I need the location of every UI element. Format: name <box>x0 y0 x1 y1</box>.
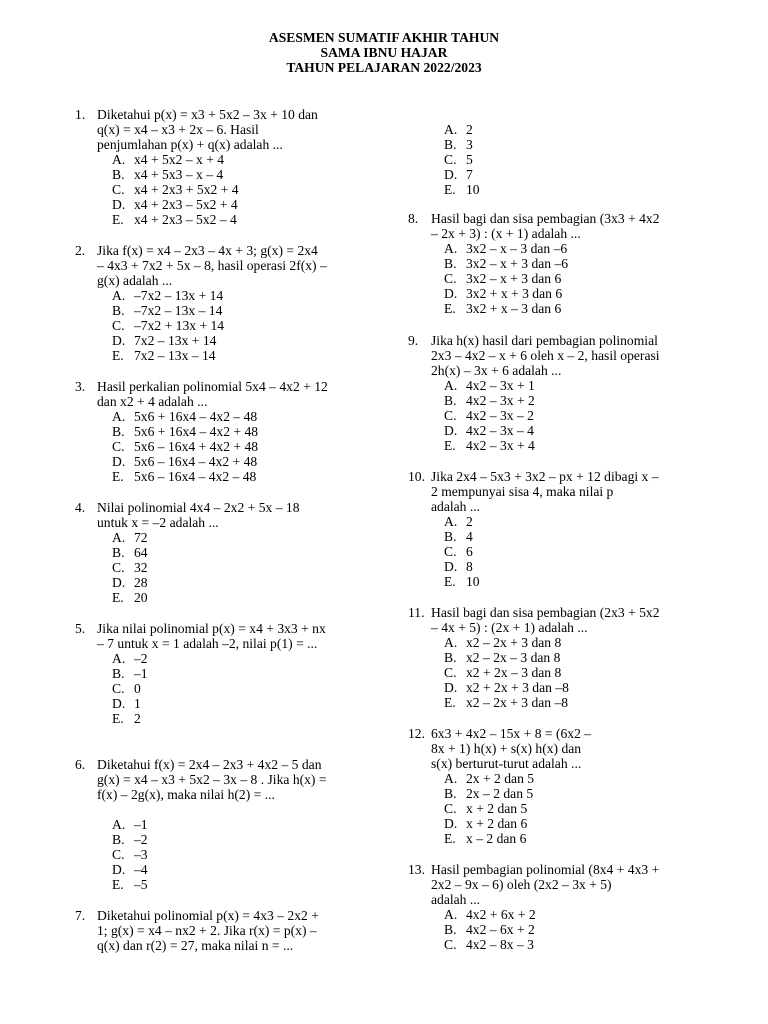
option-text: 7x2 – 13x + 14 <box>134 333 217 348</box>
answer-option <box>444 182 480 198</box>
answer-option <box>112 182 239 198</box>
option-letter: A. <box>444 241 458 256</box>
option-letter: B. <box>444 137 457 152</box>
answer-option <box>112 348 216 364</box>
question-text: – 7 untuk x = 1 adalah –2, nilai p(1) = ... <box>97 636 318 651</box>
option-letter: A. <box>112 288 126 303</box>
answer-option <box>444 937 534 953</box>
option-text: 5x6 – 16x4 – 4x2 – 48 <box>134 469 257 484</box>
answer-option <box>444 544 473 560</box>
option-letter: A. <box>112 530 126 545</box>
answer-option <box>112 212 237 228</box>
option-letter: D. <box>444 816 458 831</box>
question-text: – 4x3 + 7x2 + 5x – 8, hasil operasi 2f(x) – <box>97 258 327 273</box>
answer-option <box>112 817 148 833</box>
answer-option <box>444 514 473 530</box>
question-text: Hasil perkalian polinomial 5x4 – 4x2 + 12 <box>97 379 328 394</box>
option-text: 5 <box>466 152 473 167</box>
answer-option <box>444 680 569 696</box>
option-text: x + 2 dan 6 <box>466 816 528 831</box>
answer-option <box>112 696 141 712</box>
answer-option <box>444 801 527 817</box>
option-letter: D. <box>444 423 458 438</box>
option-text: 2 <box>134 711 141 726</box>
answer-option <box>112 651 148 667</box>
answer-option <box>112 469 256 485</box>
option-text: 2x – 2 dan 5 <box>466 786 534 801</box>
option-text: 7 <box>466 167 473 182</box>
question-text: Nilai polinomial 4x4 – 2x2 + 5x – 18 <box>97 500 300 515</box>
answer-option <box>444 816 527 832</box>
option-letter: D. <box>112 454 126 469</box>
option-letter: A. <box>444 122 458 137</box>
option-letter: C. <box>444 665 457 680</box>
option-text: x2 + 2x – 3 dan 8 <box>466 665 562 680</box>
option-letter: E. <box>112 711 124 726</box>
option-letter: E. <box>444 438 456 453</box>
option-letter: C. <box>444 801 457 816</box>
option-letter: B. <box>444 256 457 271</box>
answer-option <box>112 862 148 878</box>
question-text: 6x3 + 4x2 – 15x + 8 = (6x2 – <box>431 726 592 741</box>
question-text: q(x) = x4 – x3 + 2x – 6. Hasil <box>97 122 259 137</box>
question-text: penjumlahan p(x) + q(x) adalah ... <box>97 137 283 152</box>
answer-option <box>444 438 535 454</box>
answer-option <box>444 574 480 590</box>
option-text: 2 <box>466 514 473 529</box>
answer-option <box>444 393 535 409</box>
answer-option <box>112 288 223 304</box>
option-letter: B. <box>444 393 457 408</box>
question-number: 11. <box>408 605 425 620</box>
answer-option <box>444 559 473 575</box>
option-text: 8 <box>466 559 473 574</box>
answer-option <box>112 560 148 576</box>
question-number: 13. <box>408 862 425 877</box>
option-text: x + 2 dan 5 <box>466 801 528 816</box>
question-number: 3. <box>75 379 86 394</box>
question-text: g(x) = x4 – x3 + 5x2 – 3x – 8 . Jika h(x) = <box>97 772 327 787</box>
option-letter: A. <box>112 409 126 424</box>
question-number: 1. <box>75 107 86 122</box>
option-letter: A. <box>112 152 126 167</box>
option-text: 2 <box>466 122 473 137</box>
answer-option <box>112 575 148 591</box>
option-letter: B. <box>444 786 457 801</box>
option-letter: E. <box>112 348 124 363</box>
option-text: 5x6 – 16x4 – 4x2 + 48 <box>134 454 258 469</box>
option-text: 5x6 + 16x4 – 4x2 + 48 <box>134 424 259 439</box>
option-letter: A. <box>444 907 458 922</box>
answer-option <box>112 847 148 863</box>
option-letter: C. <box>112 681 125 696</box>
option-text: –3 <box>134 847 148 862</box>
question-text: f(x) – 2g(x), maka nilai h(2) = ... <box>97 787 275 802</box>
option-text: 4x2 + 6x + 2 <box>466 907 536 922</box>
question-text: 2 mempunyai sisa 4, maka nilai p <box>431 484 614 499</box>
answer-option <box>112 197 238 213</box>
answer-option <box>444 286 562 302</box>
answer-option <box>112 545 148 561</box>
question-text: Hasil bagi dan sisa pembagian (3x3 + 4x2 <box>431 211 660 226</box>
option-text: 5x6 + 16x4 – 4x2 – 48 <box>134 409 258 424</box>
answer-option <box>444 167 473 183</box>
option-text: 3 <box>466 137 473 152</box>
answer-option <box>112 439 258 455</box>
question-number: 10. <box>408 469 425 484</box>
answer-option <box>444 423 534 439</box>
option-letter: C. <box>112 560 125 575</box>
option-text: –4 <box>134 862 148 877</box>
option-text: x2 – 2x + 3 dan –8 <box>466 695 569 710</box>
option-text: x4 + 2x3 + 5x2 + 4 <box>134 182 239 197</box>
option-letter: B. <box>112 167 125 182</box>
option-letter: B. <box>112 303 125 318</box>
question-text: dan x2 + 4 adalah ... <box>97 394 208 409</box>
question-number: 5. <box>75 621 86 636</box>
option-letter: B. <box>112 424 125 439</box>
option-letter: B. <box>444 529 457 544</box>
option-text: 4x2 – 8x – 3 <box>466 937 534 952</box>
answer-option <box>112 318 224 334</box>
answer-option <box>444 256 568 272</box>
question-text: Diketahui p(x) = x3 + 5x2 – 3x + 10 dan <box>97 107 318 122</box>
option-letter: A. <box>444 378 458 393</box>
question-number: 8. <box>408 211 419 226</box>
question-text: Hasil bagi dan sisa pembagian (2x3 + 5x2 <box>431 605 660 620</box>
question-number: 4. <box>75 500 86 515</box>
option-text: 3x2 – x + 3 dan –6 <box>466 256 569 271</box>
question-text: Diketahui polinomial p(x) = 4x3 – 2x2 + <box>97 908 319 923</box>
answer-option <box>444 635 561 651</box>
option-letter: C. <box>444 408 457 423</box>
option-letter: D. <box>112 696 126 711</box>
option-letter: A. <box>112 651 126 666</box>
answer-option <box>444 771 534 787</box>
option-letter: B. <box>112 832 125 847</box>
option-letter: E. <box>112 212 124 227</box>
answer-option <box>112 590 148 606</box>
question-number: 7. <box>75 908 86 923</box>
option-letter: E. <box>112 877 124 892</box>
option-text: 6 <box>466 544 473 559</box>
option-letter: C. <box>112 182 125 197</box>
option-letter: D. <box>444 680 458 695</box>
option-text: 7x2 – 13x – 14 <box>134 348 216 363</box>
answer-option <box>444 907 536 923</box>
option-letter: E. <box>444 301 456 316</box>
answer-option <box>112 303 222 319</box>
school-name: SAMA IBNU HAJAR <box>320 45 448 60</box>
option-text: 64 <box>134 545 148 560</box>
option-letter: D. <box>444 559 458 574</box>
option-letter: D. <box>444 286 458 301</box>
question-text: adalah ... <box>431 499 481 514</box>
option-text: 2x + 2 dan 5 <box>466 771 535 786</box>
option-text: –7x2 – 13x + 14 <box>134 288 224 303</box>
exam-title: ASESMEN SUMATIF AKHIR TAHUN <box>268 30 500 45</box>
option-text: x4 + 2x3 – 5x2 + 4 <box>134 197 238 212</box>
question-text: adalah ... <box>431 892 481 907</box>
option-text: 1 <box>134 696 141 711</box>
question-text: g(x) adalah ... <box>97 273 173 288</box>
option-text: –7x2 – 13x – 14 <box>134 303 223 318</box>
option-letter: C. <box>444 271 457 286</box>
answer-option <box>112 877 148 893</box>
answer-option <box>112 152 224 168</box>
answer-option <box>444 922 535 938</box>
answer-option <box>112 711 141 727</box>
option-letter: A. <box>112 817 126 832</box>
answer-option <box>444 378 535 394</box>
answer-option <box>444 137 473 153</box>
option-text: 10 <box>466 182 480 197</box>
option-text: 3x2 + x – 3 dan 6 <box>466 301 562 316</box>
option-letter: D. <box>112 575 126 590</box>
option-text: 4x2 – 3x – 4 <box>466 423 534 438</box>
option-text: –1 <box>134 817 148 832</box>
answer-option <box>112 666 148 682</box>
answer-option <box>112 832 148 848</box>
option-letter: B. <box>112 666 125 681</box>
option-letter: E. <box>444 695 456 710</box>
option-letter: A. <box>444 771 458 786</box>
question-text: 2x2 – 9x – 6) oleh (2x2 – 3x + 5) <box>431 877 612 892</box>
option-letter: C. <box>444 152 457 167</box>
option-text: –2 <box>134 651 148 666</box>
answer-option <box>112 454 257 470</box>
question-text: 1; g(x) = x4 – nx2 + 2. Jika r(x) = p(x) – <box>97 923 317 938</box>
option-text: –5 <box>134 877 148 892</box>
option-letter: D. <box>444 167 458 182</box>
option-letter: B. <box>444 650 457 665</box>
option-text: 5x6 – 16x4 + 4x2 + 48 <box>134 439 259 454</box>
option-letter: E. <box>112 590 124 605</box>
option-text: 3x2 – x + 3 dan 6 <box>466 271 562 286</box>
answer-option <box>112 409 257 425</box>
question-text: 2h(x) – 3x + 6 adalah ... <box>431 363 562 378</box>
question-text: q(x) dan r(2) = 27, maka nilai n = ... <box>97 938 294 953</box>
option-text: 72 <box>134 530 148 545</box>
answer-option <box>444 831 526 847</box>
answer-option <box>444 529 473 545</box>
answer-option <box>444 665 561 681</box>
option-letter: D. <box>112 862 126 877</box>
question-text: 2x3 – 4x2 – x + 6 oleh x – 2, hasil operasi <box>431 348 660 363</box>
option-text: x2 – 2x – 3 dan 8 <box>466 650 561 665</box>
question-text: Diketahui f(x) = 2x4 – 2x3 + 4x2 – 5 dan <box>97 757 322 772</box>
option-text: 4x2 – 3x + 4 <box>466 438 535 453</box>
option-text: 0 <box>134 681 141 696</box>
question-text: Jika h(x) hasil dari pembagian polinomial <box>431 333 658 348</box>
answer-option <box>112 530 148 546</box>
question-text: 8x + 1) h(x) + s(x) h(x) dan <box>431 741 582 756</box>
question-number: 9. <box>408 333 419 348</box>
document-header <box>0 30 768 75</box>
option-letter: A. <box>444 635 458 650</box>
option-letter: B. <box>112 545 125 560</box>
option-letter: E. <box>444 182 456 197</box>
option-text: 28 <box>134 575 148 590</box>
question-text: Jika nilai polinomial p(x) = x4 + 3x3 + nx <box>97 621 326 636</box>
question-text: untuk x = –2 adalah ... <box>97 515 219 530</box>
answer-option <box>112 167 223 183</box>
option-letter: C. <box>112 847 125 862</box>
question-text: Hasil pembagian polinomial (8x4 + 4x3 + <box>431 862 660 877</box>
option-letter: C. <box>112 439 125 454</box>
answer-option <box>444 650 560 666</box>
option-letter: C. <box>444 937 457 952</box>
option-text: 4x2 – 6x + 2 <box>466 922 535 937</box>
option-letter: A. <box>444 514 458 529</box>
option-text: 4 <box>466 529 473 544</box>
option-text: x2 – 2x + 3 dan 8 <box>466 635 562 650</box>
option-letter: D. <box>112 333 126 348</box>
answer-option <box>444 271 561 287</box>
option-letter: D. <box>112 197 126 212</box>
answer-option <box>444 122 473 138</box>
option-text: 3x2 + x + 3 dan 6 <box>466 286 563 301</box>
option-text: x4 + 5x2 – x + 4 <box>134 152 225 167</box>
option-text: –7x2 + 13x + 14 <box>134 318 225 333</box>
option-letter: C. <box>112 318 125 333</box>
academic-year: TAHUN PELAJARAN 2022/2023 <box>286 60 482 75</box>
option-text: x4 + 5x3 – x – 4 <box>134 167 224 182</box>
option-text: x – 2 dan 6 <box>466 831 527 846</box>
option-text: 10 <box>466 574 480 589</box>
option-text: x2 + 2x + 3 dan –8 <box>466 680 569 695</box>
answer-option <box>112 333 216 349</box>
question-text: Jika 2x4 – 5x3 + 3x2 – px + 12 dibagi x – <box>431 469 659 484</box>
answer-option <box>444 152 473 168</box>
question-text: – 4x + 5) : (2x + 1) adalah ... <box>431 620 588 635</box>
option-text: x4 + 2x3 – 5x2 – 4 <box>134 212 237 227</box>
option-letter: E. <box>444 831 456 846</box>
question-number: 2. <box>75 243 86 258</box>
option-text: 4x2 – 3x + 1 <box>466 378 535 393</box>
option-text: 20 <box>134 590 148 605</box>
option-letter: C. <box>444 544 457 559</box>
question-text: s(x) berturut-turut adalah ... <box>431 756 582 771</box>
answer-option <box>444 408 534 424</box>
option-text: –1 <box>134 666 148 681</box>
option-text: 4x2 – 3x – 2 <box>466 408 534 423</box>
answer-option <box>112 681 141 697</box>
question-text: Jika f(x) = x4 – 2x3 – 4x + 3; g(x) = 2x4 <box>97 243 318 258</box>
answer-option <box>444 301 561 317</box>
answer-option <box>444 786 533 802</box>
answer-option <box>444 241 567 257</box>
option-letter: E. <box>112 469 124 484</box>
answer-option <box>112 424 258 440</box>
option-text: –2 <box>134 832 148 847</box>
question-number: 6. <box>75 757 86 772</box>
question-number: 12. <box>408 726 425 741</box>
option-letter: E. <box>444 574 456 589</box>
option-text: 32 <box>134 560 148 575</box>
option-text: 4x2 – 3x + 2 <box>466 393 535 408</box>
option-text: 3x2 – x – 3 dan –6 <box>466 241 568 256</box>
answer-option <box>444 695 568 711</box>
question-text: – 2x + 3) : (x + 1) adalah ... <box>431 226 581 241</box>
option-letter: B. <box>444 922 457 937</box>
